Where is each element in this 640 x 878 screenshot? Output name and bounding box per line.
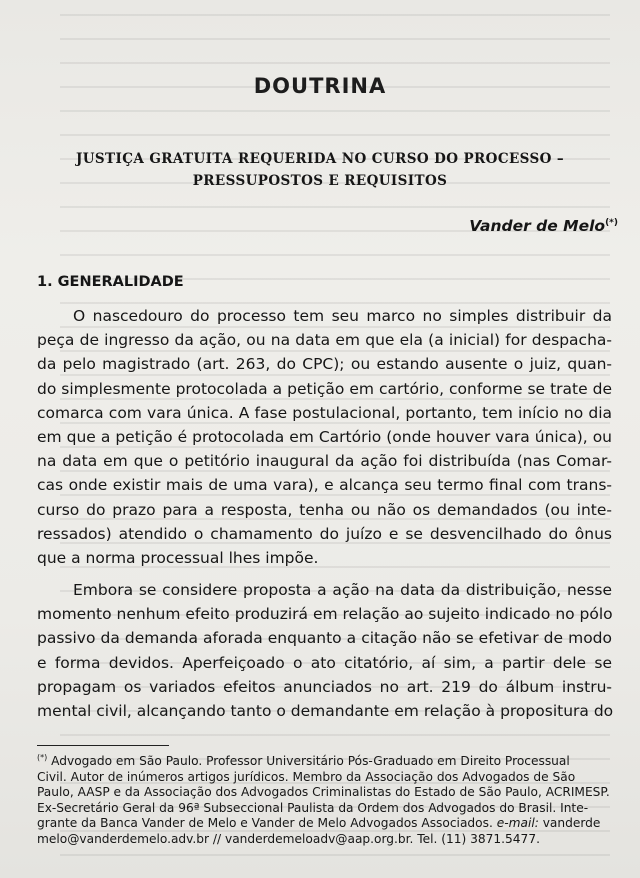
article-title-line-1: JUSTIÇA GRATUITA REQUERIDA NO CURSO DO PROCESSO – bbox=[75, 151, 565, 167]
author-byline bbox=[469, 217, 618, 235]
footnote-separator bbox=[37, 745, 169, 746]
paragraph-line: cas onde existir mais de uma vara), e alcança seu termo final com trans- bbox=[37, 476, 612, 495]
paragraph-line: passivo da demanda aforada enquanto a citação não se efetivar de modo bbox=[37, 629, 612, 648]
footnote bbox=[37, 750, 615, 848]
paragraph-line: na data em que o petitório inaugural da ação foi distribuída (nas Comar- bbox=[37, 452, 612, 471]
paragraph-line: do simplesmente protocolada a petição em cartório, conforme se trate de bbox=[37, 379, 612, 398]
paragraph-line: mental civil, alcançando tanto o demandante em relação à propositura do bbox=[37, 702, 614, 721]
paragraph-line: ressados) atendido o chamamento do juízo e se desvencilhado do ônus bbox=[37, 524, 612, 543]
footnote-line: Ex-Secretário Geral da 96ª Subseccional Paulista da Ordem dos Advogados do Brasil. Inte- bbox=[37, 800, 589, 815]
footnote-line: grante da Banca Vander de Melo e Vander de Melo Advogados Associados. e-mail: vanderde bbox=[37, 816, 601, 831]
paragraph-line: que a norma processual lhes impõe. bbox=[37, 549, 319, 568]
paragraph-2 bbox=[37, 578, 612, 723]
footnote-line: Paulo, AASP e da Associação dos Advogados Criminalistas do Estado de São Paulo, ACRIMESP. bbox=[37, 785, 610, 800]
paragraph-line: O nascedouro do processo tem seu marco no simples distribuir da bbox=[73, 307, 612, 325]
email-tail: vanderde bbox=[542, 816, 601, 831]
paragraph-line: da pelo magistrado (art. 263, do CPC); ou estando ausente o juiz, quan- bbox=[37, 355, 612, 374]
article-title-line-2: PRESSUPOSTOS E REQUISITOS bbox=[192, 173, 448, 189]
paragraph-line: comarca com vara única. A fase postulacional, portanto, tem início no dia bbox=[37, 403, 612, 422]
footnote-line: (*) Advogado em São Paulo. Professor Universitário Pós-Graduado em Direito Processual bbox=[37, 753, 570, 769]
section-header: DOUTRINA bbox=[253, 74, 387, 98]
paragraph-line: Embora se considere proposta a ação na data da distribuição, nesse bbox=[73, 581, 612, 599]
paragraph-line: e forma devidos. Aperfeiçoado o ato citatório, aí sim, a partir dele se bbox=[37, 653, 612, 672]
article-title bbox=[40, 148, 600, 192]
section-heading: 1. GENERALIDADE bbox=[37, 274, 184, 290]
paragraph-line: em que a petição é protocolada em Cartório (onde houver vara única), ou bbox=[37, 428, 612, 447]
email-label: e-mail: bbox=[496, 816, 539, 831]
paragraph-line: peça de ingresso da ação, ou na data em que ela (a inicial) for despacha- bbox=[37, 331, 612, 350]
paragraph-line: curso do prazo para a resposta, tenha ou não os demandados (ou inte- bbox=[37, 500, 612, 519]
footnote-line: melo@vanderdemelo.adv.br // vanderdemeloadv@aap.org.br. Tel. (11) 3871.5477. bbox=[37, 832, 540, 847]
paragraph-1 bbox=[37, 304, 612, 570]
paragraph-line: momento nenhum efeito produzirá em relação ao sujeito indicado no pólo bbox=[37, 605, 613, 624]
footnote-line: Civil. Autor de inúmeros artigos jurídicos. Membro da Associação dos Advogados de São bbox=[37, 769, 576, 784]
author-name: Vander de Melo bbox=[469, 217, 606, 235]
author-note-marker: (*) bbox=[605, 217, 618, 228]
paragraph-line: propagam os variados efeitos anunciados no art. 219 do álbum instru- bbox=[37, 677, 612, 696]
footnote-marker: (*) bbox=[37, 753, 48, 762]
